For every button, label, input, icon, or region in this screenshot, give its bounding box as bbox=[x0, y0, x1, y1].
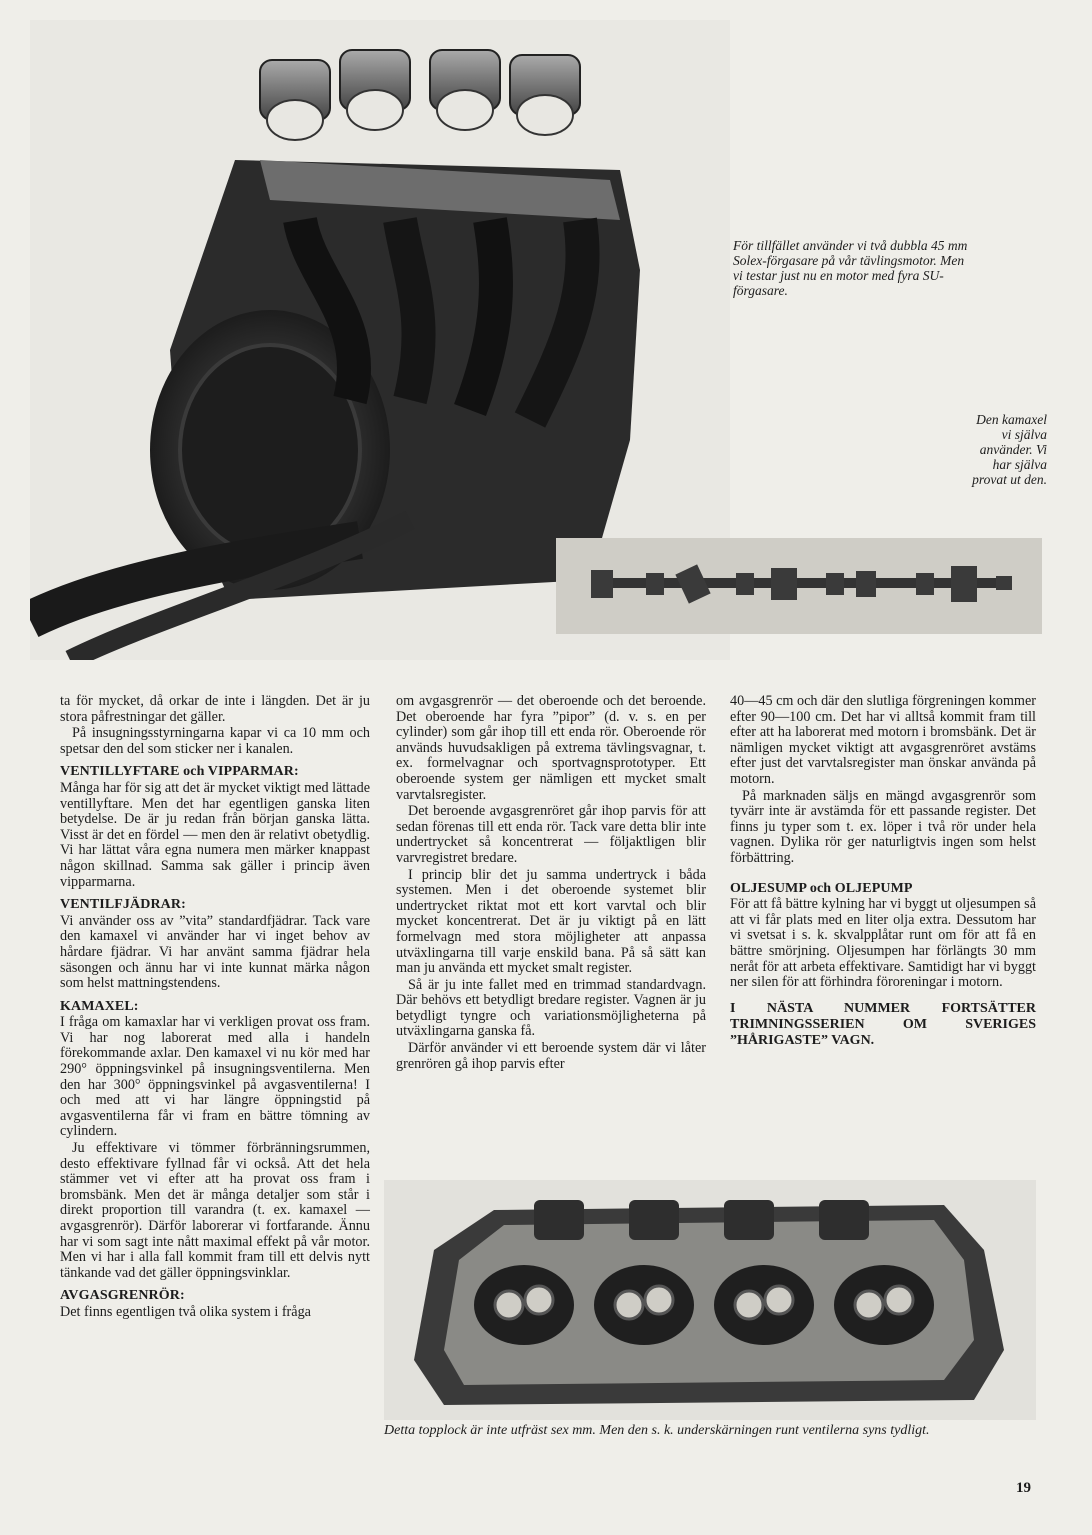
text-column-2 bbox=[396, 694, 706, 1073]
camshaft-photo bbox=[556, 538, 1042, 634]
paragraph: om avgasgrenrör — det oberoende och det beroende. Det oberoende har fyra ”pipor” (d. v. s. en per cylinder) som går ihop till ett enda rör. Oberoende rör används huvudsakligen på extrema tävlingsvagnar, t. ex. formelvagnar och sportvagnsprototyper. Ett oberoende system ger nämligen ett mycket smalt varvtalsregister. bbox=[396, 693, 706, 803]
paragraph: För att få bättre kylning har vi byggt ut oljesumpen så att vi får plats med en liter olja extra. Dessutom har vi svetsat i s. k. skvalpplåtar runt om för att få en bättre smörjning. Oljesumpen har förlängts 30 mm neråt för att arbeta effektivare. Samtidigt har vi byggt ner silen för att förhindra föroreningar i motorn. bbox=[730, 896, 1036, 991]
section-heading: KAMAXEL: bbox=[60, 998, 139, 1014]
paragraph: 40—45 cm och där den slutliga förgreningen kommer efter 90—100 cm. Det har vi alltså kommit fram till efter att ha laborerat med motorn i bromsbänk. Det är nämligen mycket viktigt att avgasgrenröret avstäms efter just det varvtalsregister man önskar använda på motorn. bbox=[730, 693, 1036, 787]
paragraph: Så är ju inte fallet med en trimmad standardvagn. Där behövs ett betydligt bredare register. Vagnen är ju betydligt tyngre och variationsmöjligheterna på utväxlingarna ganska få. bbox=[396, 976, 706, 1040]
paragraph: I fråga om kamaxlar har vi verkligen provat oss fram. Vi har nog laborerat med alla i handeln förekommande axlar. Den kamaxel vi nu kör med har 290° öppningsvinkel på insugningsventilerna. Men den har 300° öppningsvinkel på avgasventilerna! I och med att vi har längre öppningstid på avgasventilerna får vi fram en bättre tömning av cylindern. bbox=[60, 1014, 370, 1140]
text-column-3 bbox=[730, 694, 1036, 1049]
camshaft-caption: Den kamaxel vi själva använder. Vi har själva provat ut den. bbox=[972, 412, 1047, 487]
section-heading: OLJESUMP och OLJEPUMP bbox=[730, 880, 913, 896]
engine-caption: För tillfället använder vi två dubbla 45 mm Solex-förgasare på vår tävlingsmotor. Men vi testar just nu en motor med fyra SU-förgasare. bbox=[733, 238, 968, 298]
section-heading: AVGASGRENRÖR: bbox=[60, 1288, 185, 1304]
paragraph: Det beroende avgasgrenröret går ihop parvis för att sedan förenas till ett enda rör. Tack vare detta blir inte undertrycket så koncentrerat — följaktligen blir varvregistret bredare. bbox=[396, 803, 706, 866]
paragraph: ta för mycket, då orkar de inte i längden. Det är ju stora påfrestningar det gäller. bbox=[60, 693, 370, 725]
paragraph: Ju effektivare vi tömmer förbränningsrummen, desto effektivare fyllnad får vi också. Att det hela stämmer vet vi efter att ha provat oss fram i bromsbänk. Men det är många detaljer som står i direkt proportion till varandra (t. ex. kamaxel — avgasgrenrör). Därför laborerar vi fortfarande. Ännu har vi som sagt inte nått maximal effekt på vår motor. Men vi har i alla fall kommit fram till ett delvis nytt tänkande vad det gäller öppningsvinklar. bbox=[60, 1140, 370, 1281]
paragraph: På insugningsstyrningarna kapar vi ca 10 mm och spetsar den del som sticker ner i kanalen. bbox=[60, 725, 370, 757]
cylinder-head-caption: Detta topplock är inte utfräst sex mm. Men den s. k. underskärningen runt ventilerna syns tydligt. bbox=[384, 1423, 930, 1438]
section-heading: VENTILFJÄDRAR: bbox=[60, 897, 186, 913]
page-number: 19 bbox=[1016, 1480, 1031, 1496]
cylinder-head-illustration bbox=[384, 1180, 1036, 1420]
camshaft-illustration bbox=[556, 538, 1042, 634]
paragraph: Därför använder vi ett beroende system där vi låter grenrören gå ihop parvis efter bbox=[396, 1040, 706, 1072]
text-column-1 bbox=[60, 694, 370, 1322]
paragraph: På marknaden säljs en mängd avgasgrenrör som tyvärr inte är avstämda för ett passande register. Det finns ju typer som t. ex. löper i två rör under hela vagnen. Dylika rör ger naturligtvis ingen som helst förbättring. bbox=[730, 787, 1036, 866]
section-heading: VENTILLYFTARE och VIPPARMAR: bbox=[60, 764, 299, 780]
paragraph: Vi använder oss av ”vita” standardfjädrar. Tack vare den kamaxel vi använder har vi inget behov av hårdare fjädrar. Vi har använt samma fjädrar hela säsongen och ännu har vi inte kunnat märka någon som helst mattningstendens. bbox=[60, 912, 370, 992]
paragraph: Det finns egentligen två olika system i fråga bbox=[60, 1303, 311, 1320]
cylinder-head-photo bbox=[384, 1180, 1036, 1420]
paragraph: I princip blir det ju samma undertryck i båda systemen. Men i det oberoende systemet blir undertrycket riktat mot ett kort varvtal och blir mycket koncentrerat. Det är ju viktigt på en lätt formelvagn med stora möjligheter att anpassa utväxlingarna till varje enskild bana. På så sätt kan man ju använda ett mycket smalt register. bbox=[396, 866, 706, 977]
paragraph: Många har för sig att det är mycket viktigt med lättade ventillyftare. Men det har egentligen ganska liten betydelse. De är ju redan från början ganska lätta. Visst är det en fördel — men den är relativt obetydlig. Vi har lättat våra egna numera men märker knappast någon skillnad. Samma sak gäller i princip även vipparmarna. bbox=[60, 779, 370, 890]
next-issue-note: I NÄSTA NUMMER FORTSÄTTER TRIMNINGSSERIEN OM SVERIGES ”HÅRIGASTE” VAGN. bbox=[730, 1000, 1036, 1048]
